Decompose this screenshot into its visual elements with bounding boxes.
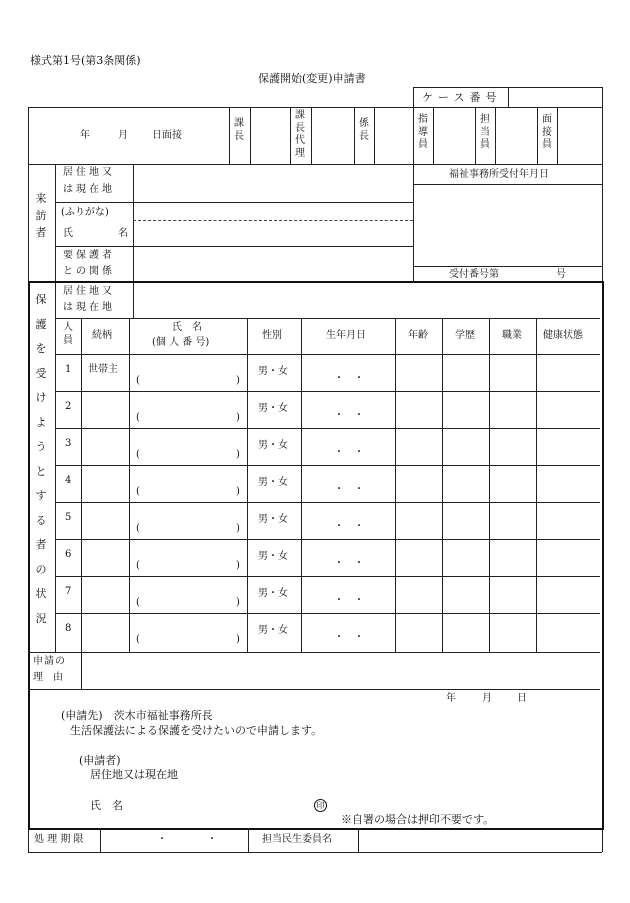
applicant-name-field[interactable]: [140, 797, 300, 813]
header-sex: 性別: [262, 330, 282, 341]
row-age-field[interactable]: [399, 469, 439, 497]
office-receipt-date-label: 福祉事務所受付年月日: [449, 169, 549, 180]
date-year: 年: [446, 693, 456, 704]
row-education-field[interactable]: [446, 395, 486, 423]
application-destination: (申請先) 茨木市福祉事務所長: [61, 709, 213, 722]
row-health-field[interactable]: [540, 543, 596, 571]
row-relation[interactable]: 世帯主: [88, 364, 118, 375]
row-sex-choice[interactable]: 男・女: [258, 403, 288, 414]
row-id-paren-close: ): [236, 560, 240, 571]
row-name-field[interactable]: [133, 394, 243, 410]
row-id-paren-close: ): [236, 375, 240, 386]
row-age-field[interactable]: [399, 580, 439, 608]
row-id-paren-open: (: [136, 523, 140, 534]
header-education: 学歴: [455, 330, 475, 341]
row-education-field[interactable]: [446, 617, 486, 645]
row-id-paren-close: ): [236, 597, 240, 608]
row-health-field[interactable]: [540, 395, 596, 423]
subject-address-field[interactable]: [137, 287, 595, 315]
row-name-field[interactable]: [133, 579, 243, 595]
subject-address-label-1: 居住地又: [63, 286, 115, 297]
row-occupation-field[interactable]: [493, 358, 533, 386]
row-name-field[interactable]: [133, 468, 243, 484]
row-health-field[interactable]: [540, 580, 596, 608]
stamp-role-kakaricho: 係 長: [359, 118, 369, 142]
row-health-field[interactable]: [540, 358, 596, 386]
row-education-field[interactable]: [446, 469, 486, 497]
row-education-field[interactable]: [446, 358, 486, 386]
row-id-paren-open: (: [136, 486, 140, 497]
row-id-paren-close: ): [236, 523, 240, 534]
row-sex-choice[interactable]: 男・女: [258, 588, 288, 599]
row-occupation-field[interactable]: [493, 543, 533, 571]
row-dob-field[interactable]: ・ ・: [334, 558, 364, 569]
row-sex-choice[interactable]: 男・女: [258, 440, 288, 451]
row-sex-choice[interactable]: 男・女: [258, 625, 288, 636]
row-id-paren-open: (: [136, 597, 140, 608]
row-number: 1: [65, 364, 72, 375]
row-name-field[interactable]: [133, 505, 243, 521]
row-dob-field[interactable]: ・ ・: [334, 632, 364, 643]
row-sex-choice[interactable]: 男・女: [258, 551, 288, 562]
header-health: 健康状態: [543, 330, 583, 341]
row-occupation-field[interactable]: [493, 469, 533, 497]
row-sex-choice[interactable]: 男・女: [258, 514, 288, 525]
stamp-role-shidoin: 指 導 員: [418, 114, 428, 150]
row-sex-choice[interactable]: 男・女: [258, 366, 288, 377]
row-id-paren-close: ): [236, 486, 240, 497]
row-number: 8: [65, 623, 72, 634]
row-age-field[interactable]: [399, 432, 439, 460]
case-number-field[interactable]: [512, 91, 598, 105]
visitor-address-label-1: 居住地又: [63, 167, 115, 178]
row-number: 4: [65, 475, 72, 486]
stamp-role-kacho-dairi: 課 長 代 理: [295, 110, 305, 159]
header-id-number: (個 人 番 号): [152, 337, 210, 348]
header-age: 年齢: [408, 330, 428, 341]
row-id-paren-open: (: [136, 634, 140, 645]
row-name-field[interactable]: [133, 542, 243, 558]
row-name-field[interactable]: [133, 616, 243, 632]
row-education-field[interactable]: [446, 432, 486, 460]
deadline-label: 処 理 期 限: [34, 834, 84, 845]
applicant-address-field[interactable]: [194, 768, 574, 782]
visitor-address-label-2: は現在地: [63, 184, 115, 195]
visitor-relation-field[interactable]: [137, 250, 407, 278]
row-age-field[interactable]: [399, 617, 439, 645]
stamp-role-kacho: 課 長: [234, 118, 244, 142]
row-dob-field[interactable]: ・ ・: [334, 595, 364, 606]
reason-field[interactable]: [85, 656, 595, 686]
row-dob-field[interactable]: ・ ・: [334, 447, 364, 458]
form-title: 保護開始(変更)申請書: [258, 72, 366, 85]
row-health-field[interactable]: [540, 469, 596, 497]
visitor-name-label-b: 名: [118, 228, 128, 239]
visitor-address-field[interactable]: [137, 168, 407, 198]
row-occupation-field[interactable]: [493, 617, 533, 645]
seal-note: ※自署の場合は押印不要です。: [341, 813, 495, 826]
row-id-paren-close: ): [236, 449, 240, 460]
row-age-field[interactable]: [399, 395, 439, 423]
visitor-name-field[interactable]: [137, 224, 407, 242]
row-age-field[interactable]: [399, 506, 439, 534]
header-name: 氏 名: [172, 322, 202, 333]
row-occupation-field[interactable]: [493, 580, 533, 608]
seal-mark: 印: [314, 799, 327, 812]
row-age-field[interactable]: [399, 358, 439, 386]
case-number-label: ケース番号: [422, 91, 502, 104]
visitor-group-label: 来 訪 者: [35, 192, 47, 240]
subject-address-label-2: は現在地: [63, 302, 115, 313]
reason-label-1: 申請の: [33, 656, 66, 667]
row-id-paren-open: (: [136, 560, 140, 571]
date-month: 月: [482, 693, 492, 704]
form-id: 様式第1号(第3条関係): [30, 54, 141, 67]
visitor-furigana-field[interactable]: [137, 205, 407, 218]
row-number: 7: [65, 586, 72, 597]
header-relation: 続柄: [92, 330, 112, 341]
row-dob-field[interactable]: ・ ・: [334, 521, 364, 532]
stamp-role-mensetsuin: 面 接 員: [542, 114, 552, 150]
row-health-field[interactable]: [540, 617, 596, 645]
stamp-role-tantoin: 担 当 員: [480, 114, 490, 150]
receipt-number-prefix: 受付番号第: [449, 269, 499, 280]
row-education-field[interactable]: [446, 543, 486, 571]
row-id-paren-close: ): [236, 634, 240, 645]
interview-month: 月: [118, 130, 128, 141]
row-number: 5: [65, 512, 72, 523]
subject-group-label: 保 護 を 受 け よ う と す る 者 の 状 況: [35, 293, 47, 625]
row-number: 6: [65, 549, 72, 560]
row-name-field[interactable]: [133, 357, 243, 373]
row-sex-choice[interactable]: 男・女: [258, 477, 288, 488]
applicant-name-label: 氏 名: [90, 799, 123, 812]
row-id-paren-close: ): [236, 412, 240, 423]
row-occupation-field[interactable]: [493, 432, 533, 460]
interview-day: 日面接: [152, 130, 182, 141]
deadline-field[interactable]: ・ ・: [157, 834, 217, 845]
row-education-field[interactable]: [446, 580, 486, 608]
row-id-paren-open: (: [136, 375, 140, 386]
visitor-name-label-a: 氏: [63, 228, 73, 239]
header-num: 人 員: [63, 322, 73, 346]
row-id-paren-open: (: [136, 449, 140, 460]
row-education-field[interactable]: [446, 506, 486, 534]
row-dob-field[interactable]: ・ ・: [334, 410, 364, 421]
row-health-field[interactable]: [540, 506, 596, 534]
applicant-label: (申請者): [79, 754, 121, 767]
row-dob-field[interactable]: ・ ・: [334, 373, 364, 384]
row-occupation-field[interactable]: [493, 506, 533, 534]
visitor-relation-label-1: 要保護者: [63, 250, 115, 261]
date-day: 日: [517, 693, 527, 704]
visitor-furigana-label: (ふりがな): [61, 207, 109, 218]
row-id-paren-open: (: [136, 412, 140, 423]
commissioner-field[interactable]: [362, 831, 598, 849]
commissioner-label: 担当民生委員名: [262, 834, 332, 845]
row-age-field[interactable]: [399, 543, 439, 571]
interview-year: 年: [80, 130, 90, 141]
reason-label-2: 理 由: [33, 672, 63, 683]
receipt-number-suffix: 号: [556, 269, 566, 280]
header-dob: 生年月日: [326, 330, 366, 341]
declaration-text: 生活保護法による保護を受けたいので申請します。: [70, 724, 323, 737]
row-occupation-field[interactable]: [493, 395, 533, 423]
row-dob-field[interactable]: ・ ・: [334, 484, 364, 495]
applicant-address-label: 居住地又は現在地: [90, 768, 178, 781]
row-number: 2: [65, 401, 72, 412]
row-name-field[interactable]: [133, 431, 243, 447]
row-health-field[interactable]: [540, 432, 596, 460]
row-number: 3: [65, 438, 72, 449]
visitor-relation-label-2: との関係: [63, 266, 115, 277]
header-occupation: 職業: [502, 330, 522, 341]
